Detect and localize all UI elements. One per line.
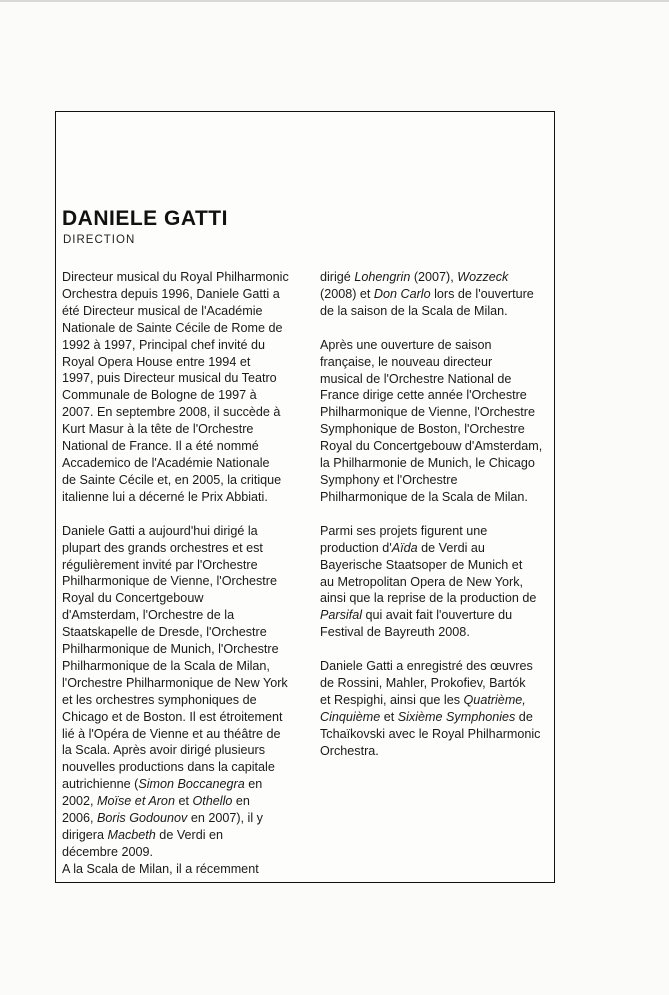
text-line: la Scala. Après avoir dirigé plusieurs xyxy=(62,743,266,758)
text-line: Parsifal qui avait fait l'ouverture du xyxy=(320,608,513,623)
text-line: Symphony et l'Orchestre xyxy=(320,472,458,487)
text-line: au Metropolitan Opera de New York, xyxy=(320,574,524,589)
text-line: Philharmonique de Vienne, l'Orchestre xyxy=(62,574,277,589)
text-line: 2002, Moïse et Aron et Othello en xyxy=(62,794,250,809)
text-line: de Sainte Cécile et, en 2005, la critique xyxy=(62,472,282,487)
text-line: été Directeur musical de l'Académie xyxy=(62,303,263,318)
paragraph-scala-productions xyxy=(320,269,552,320)
page-top-edge xyxy=(0,0,669,2)
text-line: Directeur musical du Royal Philharmonic xyxy=(62,270,289,284)
text-line: Tchaïkovski avec le Royal Philharmonic xyxy=(320,726,541,741)
text-line: Philharmonique de Vienne, l'Orchestre xyxy=(320,405,535,420)
text-line: Daniele Gatti a enregistré des œuvres xyxy=(320,659,533,674)
text-line: Accademico de l'Académie Nationale xyxy=(62,455,270,470)
text-line: France dirige cette année l'Orchestre xyxy=(320,388,527,403)
text-line: Staatskapelle de Dresde, l'Orchestre xyxy=(62,625,267,640)
text-line: Parmi ses projets figurent une xyxy=(320,523,488,538)
text-line: 1992 à 1997, Principal chef invité du xyxy=(62,337,266,352)
text-line: Philharmonique de Munich, l'Orchestre xyxy=(62,642,279,657)
text-line: dirigera Macbeth de Verdi en xyxy=(62,828,224,842)
text-line: et les orchestres symphoniques de xyxy=(62,692,257,707)
paragraph-biography xyxy=(62,269,298,506)
text-line: plupart des grands orchestres et est xyxy=(62,540,263,555)
text-line: Festival de Bayreuth 2008. xyxy=(320,625,470,640)
text-line: National de France. Il a été nommé xyxy=(62,439,259,454)
text-line: Bayerische Staatsoper de Munich et xyxy=(320,557,523,572)
text-line: Philharmonique de la Scala de Milan. xyxy=(320,489,528,504)
text-line: Cinquième et Sixième Symphonies de xyxy=(320,709,533,724)
text-line: nouvelles productions dans la capitale xyxy=(62,760,275,775)
text-line: l'Orchestre Philharmonique de New York xyxy=(62,675,288,690)
text-line: musical de l'Orchestre National de xyxy=(320,371,512,386)
text-line: Après une ouverture de saison xyxy=(320,337,492,352)
text-line: décembre 2009. xyxy=(62,844,154,859)
text-line: production d'Aïda de Verdi au xyxy=(320,540,485,555)
text-line: ainsi que la reprise de la production de xyxy=(320,591,537,606)
page-title: DANIELE GATTI xyxy=(62,207,228,230)
text-line: Daniele Gatti a aujourd'hui dirigé la xyxy=(62,523,258,538)
text-line: Chicago et de Boston. Il est étroitement xyxy=(62,709,283,724)
text-line: et Respighi, ainsi que les Quatrième, xyxy=(320,692,526,707)
text-line: Communale de Bologne de 1997 à xyxy=(62,388,257,403)
text-line: Orchestra depuis 1996, Daniele Gatti a xyxy=(62,286,280,301)
text-line: Royal Opera House entre 1994 et xyxy=(62,354,251,369)
text-line: de Rossini, Mahler, Prokofiev, Bartók xyxy=(320,676,526,691)
text-line: lié à l'Opéra de Vienne et au théâtre de xyxy=(62,726,281,741)
text-line: 2007. En septembre 2008, il succède à xyxy=(62,405,281,420)
text-line: Symphonique de Boston, l'Orchestre xyxy=(320,422,525,437)
text-line: Royal du Concertgebouw d'Amsterdam, xyxy=(320,439,543,454)
text-line: Philharmonique de la Scala de Milan, xyxy=(62,658,270,673)
text-line: d'Amsterdam, l'Orchestre de la xyxy=(62,608,235,623)
text-line: autrichienne (Simon Boccanegra en xyxy=(62,777,263,792)
paragraph-orchestras xyxy=(62,523,298,878)
text-line: Royal du Concertgebouw xyxy=(62,591,204,606)
page-subtitle: DIRECTION xyxy=(63,234,136,246)
paragraph-recordings xyxy=(320,658,552,759)
text-line: dirigé Lohengrin (2007), Wozzeck xyxy=(320,270,509,284)
text-line: A la Scala de Milan, il a récemment xyxy=(62,861,259,876)
left-column xyxy=(62,269,298,878)
text-line: française, le nouveau directeur xyxy=(320,354,493,369)
text-line: régulièrement invité par l'Orchestre xyxy=(62,557,258,572)
text-line: Nationale de Sainte Cécile de Rome de xyxy=(62,320,283,335)
paragraph-projects xyxy=(320,523,552,641)
text-line: la Philharmonie de Munich, le Chicago xyxy=(320,456,535,471)
right-column xyxy=(320,269,552,760)
paragraph-season xyxy=(320,337,552,506)
text-line: italienne lui a décerné le Prix Abbiati. xyxy=(62,489,268,504)
text-line: 1997, puis Directeur musical du Teatro xyxy=(62,371,277,386)
text-line: Kurt Masur à la tête de l'Orchestre xyxy=(62,422,254,437)
text-line: (2008) et Don Carlo lors de l'ouverture xyxy=(320,286,534,301)
text-line: 2006, Boris Godounov en 2007), il y xyxy=(62,811,263,826)
text-line: de la saison de la Scala de Milan. xyxy=(320,303,508,318)
text-line: Orchestra. xyxy=(320,743,379,758)
